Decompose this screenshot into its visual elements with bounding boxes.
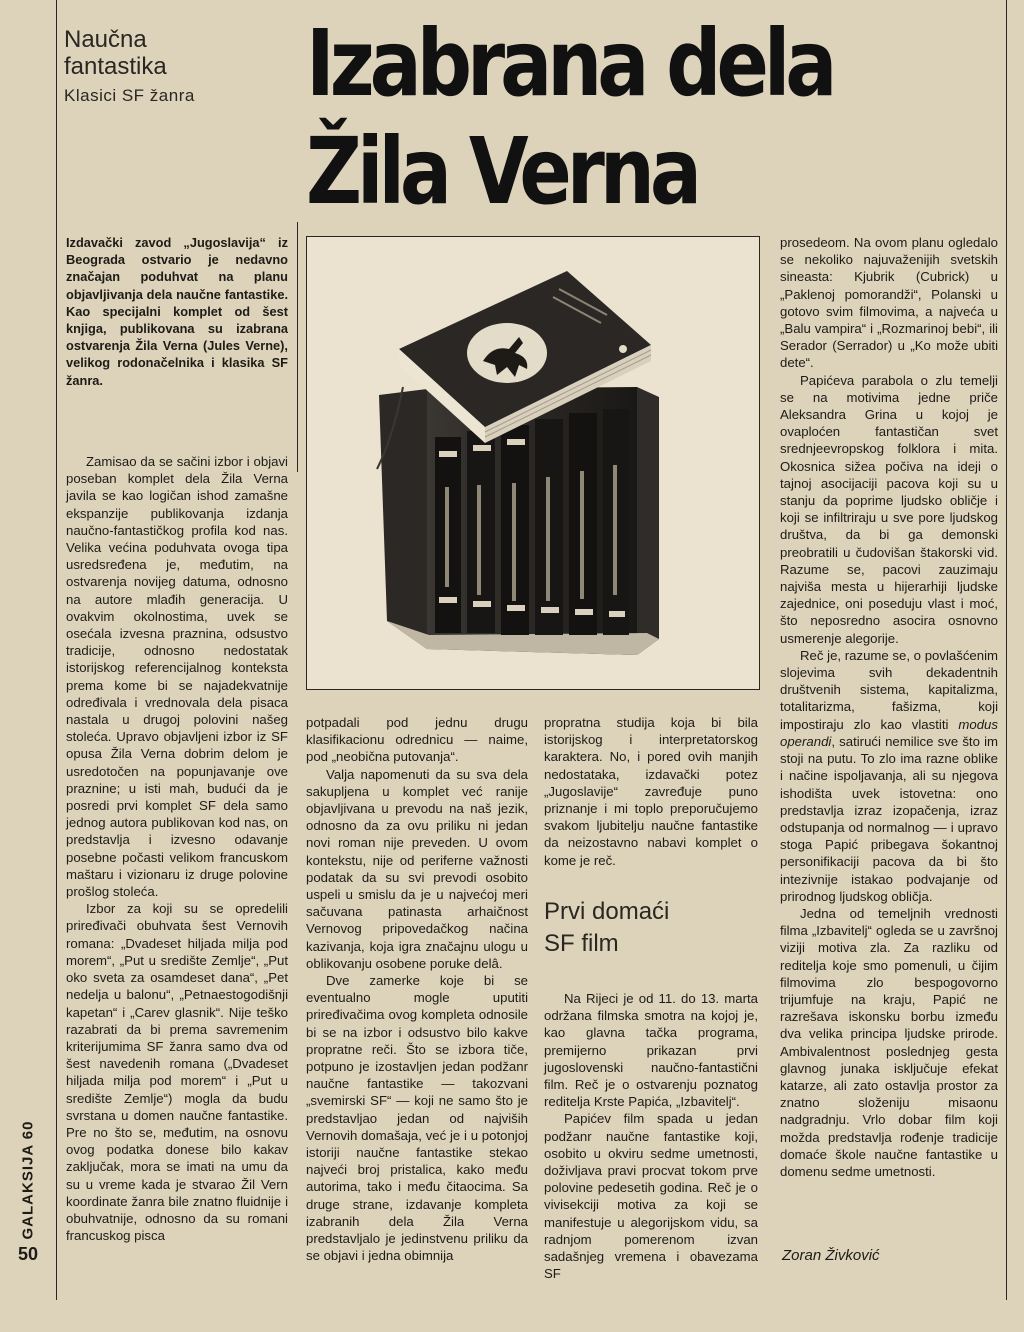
col3-paragraph: propratna studija koja bi bila istorijskog i interpretatorskog karaktera. No, i pored ovih manjih nedostataka, izdavački potez „Jugoslavije“ zavređuje puno priznanje i mi toplo preporučujemo svakom ljubitelju naučne fantastike da neizostavno nabavi komplet o kome je reč. xyxy=(544,715,758,868)
col1-paragraph: Zamisao da se sačini izbor i objavi poseban komplet dela Žila Verna javila se kao logičan ishod zamašne ekspanzije publikovanja izdanja naučno-fantastičkog profila kod nas. Velika većina poduhvata ovoga tipa usredsređena je, međutim, na ostvarenja novijeg datuma, odnosno na autore mlađih generacija. U ovakvim okolnostima, uvek se osećala izvesna praznina, odsustvo tradicije, odnosno nedostatak istorijskog referencijalnog konteksta prema kome bi se najadekvatnije određivala i vrednovala dela pisaca nastala u drugoj polovini našeg stoleća. Upravo objavljeni izbor iz SF opusa Žila Verna dobrim delom je usredotočen na popunjavanje ove praznine; u isti mah, budući da je posredi prvi komplet SF dela samo jednog autora publikovan kod nas, on predstavlja i izvesno odavanje posebne počasti velikom francuskom maštaru i vizionaru iz druge polovine prošlog stoleća. xyxy=(66,454,288,900)
col2-paragraph: potpadali pod jednu drugu klasifikacionu odrednicu — naime, pod „neobična putovanja“. xyxy=(306,715,528,765)
lead-divider xyxy=(297,222,298,472)
author-byline: Zoran Živković xyxy=(782,1247,880,1264)
column-1 xyxy=(66,453,288,1244)
column-3-bottom xyxy=(544,990,758,1282)
column-2 xyxy=(306,714,528,1265)
col4-text: Reč je, razume se, o povlašćenim slojevima svih dekadentnih društvenih sistema, kapitalizma, totalitarizma, fašizma, koji impostiraju zlo kao vlastiti xyxy=(780,647,998,732)
cover-dot xyxy=(619,345,627,353)
col2-paragraph: Valja napomenuti da su sva dela sakupljena u komplet već ranije objavljivana u prevodu na naš jezik, odnosno da za ovu priliku ni jedan novi roman nije preveden. U ovom kontekstu, nije od periferne važnosti podatak da su svi prevodi osobito uspeli u smislu da je u najvećoj meri sačuvana patinasta arhaičnost Vernovog pripovedačkog načina kazivanja, koja igra značajnu ulogu u oblikovanju osobene poruke delâ. xyxy=(306,766,528,971)
right-margin-rule xyxy=(1006,0,1007,1300)
subheading-line2: SF film xyxy=(544,930,619,957)
col2-paragraph: Dve zamerke koje bi se eventualno mogle uputiti priređivačima ovog kompleta odnosile bi se na izbor i odsustvo bilo kakve propratne reči. Što se izbora tiče, potpuno je izostavljen jedan podžanr naučne fantastike — takozvani „svemirski SF“ — koji ne samo što je predstavljao jedan od najviših Vernovih domašaja, već je i u potonjoj istoriji naučne fantastike stekao najveći broj pristalica, kako među autorima, tako i među čitaocima. Sa druge strane, izdavanje kompleta izabranih dela Žila Verna predstavljalo je jedinstvenu priliku da se objavi i jedna obimnija xyxy=(306,973,528,1264)
lead-paragraph: Izdavački zavod „Jugoslavija“ iz Beograda ostvario je nedavno značajan poduhvat na planu objavljivanja dela naučne fantastike. Kao specijalni komplet od šest knjiga, publikovana su izabrana ostvarenja Žila Verna (Jules Verne), velikog rodonačelnika i klasika SF žanra. xyxy=(66,235,288,388)
magazine-name: GALAKSIJA 60 xyxy=(19,1120,37,1240)
col4-paragraph: Jedna od temeljnih vrednosti filma „Izbavitelj“ ogleda se u završnoj viziji motiva zla. Za razliku od reditelja koje smo pomenuli, u čijim filmovima zlo bespogovorno trijumfuje na kraju, Papić ne razrešava iskonsku borbu između dva velika principa ljudske prirode. Ambivalentnost poslednjeg gesta glavnog junaka isključuje efekat katarze, ali zato ostavlja prostor za znatno složeniju misaonu nadgradnju. Vrlo dobar film koji možda predstavlja rođenje tradicije domaće škole naučne fantastike u domenu sedme umetnosti. xyxy=(780,905,998,1179)
col4-paragraph: prosedeom. Na ovom planu ogledalo se nekoliko najuvaženijih svetskih sineasta: Kjubrik (Cubrick) u „Paklenoj pomorandži“, Polanski u gotovo svim filmovima, a najveća u „Balu vampira“ i „Rozmarinoj bebi“, ili Serador (Serrador) u „Ko može ubiti dete“. xyxy=(780,235,998,371)
box-right-panel xyxy=(637,387,659,655)
column-3-top xyxy=(544,714,758,869)
col4-paragraph xyxy=(780,647,998,905)
section-name-line1: Naučna xyxy=(64,26,147,53)
page-number: 50 xyxy=(17,1244,39,1264)
section-header xyxy=(64,26,274,108)
subheading-line1: Prvi domaći xyxy=(544,898,670,925)
title-line1: Izabrana dela xyxy=(306,10,833,117)
subheading xyxy=(544,896,754,960)
left-margin-rule xyxy=(56,0,57,1300)
article-title xyxy=(306,10,833,226)
col3-paragraph: Na Rijeci je od 11. do 13. marta održana filmska smotra na kojoj je, kao glavna tačka programa, premijerno prikazan prvi jugoslovenski naučno-fantastični film. Reč je o ostvarenju poznatog reditelja Krste Papića, „Izbavitelj“. xyxy=(544,991,758,1110)
section-name-line2: fantastika xyxy=(64,53,167,80)
col1-paragraph: Izbor za koji su se opredelili priređivači obuhvata šest Vernovih romana: „Dvadeset hiljada milja pod morem“, „Put u središte Zemlje“, „Put oko sveta za osamdeset dana“, „Pet nedelja u balonu“, „Petnaestogodišnji kapetan“ i „Carev glasnik“. Nije teško razabrati da bi prema savremenim kriterijumima SF žanra samo dva od šest navedenih romana („Dvadeset hiljada milja pod morem“ i „Put u središte Zemlje“) mogla da budu svrstana u domen naučne fantastike. Pre no što se, međutim, na osnovu ovog podatka donese bilo kakav zaključak, mora se imati na umu da su u vreme kada je stvarao Žil Vern koordinate žanra bile znatno fluidnije i obuhvatnije, odnosno da su romani francuskog pisca xyxy=(66,901,288,1244)
column-4 xyxy=(780,234,998,1180)
box-left-panel xyxy=(379,389,427,649)
book-set-photo xyxy=(306,236,760,690)
col4-text: , satirući nemilice sve što im stoji na putu. To zlo ima razne oblike i načine ispoljavanja, ali su njegova ishodišta uvek istovetna: ono predstavlja izraz izopačenja, izraz odstupanja od normalnog — i upravo stoga Papić pribegava šokantnoj personifikaciji pacova da bi što intezivnije istakao podvajanje od prirodnog ljudskog obličja. xyxy=(780,733,998,904)
col4-paragraph: Papićeva parabola o zlu temelji se na motivima jedne priče Aleksandra Grina u kojoj je ovaploćen fantastičan svet srednjeevropskog folklora i mita. Okosnica sižea počiva na ideji o tajnoj asocijaciji pacova koji su u stanju da poprime ljudsko obličje i koji se infiltriraju u sve pore ljudskog društva, da bi ga demonski preobratili u čudovišan štakorski vid. Razume se, pacovi zauzimaju najviša mesta u hijerarhiji ljudske zajednice, oni poseduju vlast i moć, što neposredno asocira osnovno usmerenje alegorije. xyxy=(780,372,998,646)
book-box-illustration xyxy=(307,237,759,689)
col3-paragraph: Papićev film spada u jedan podžanr naučne fantastike koji, osobito u okviru sedme umetnosti, doživljava pravi procvat tokom prve polovine pedesetih godina. Reč je o vivisekciji motiva za koji se manifestuje u alegorijskom vidu, sa radnjom pomerenom izvan sadašnjeg vremena i obavezama SF xyxy=(544,1111,758,1282)
col4-italic-term: modus operandi xyxy=(780,716,998,749)
section-subtitle: Klasici SF žanra xyxy=(64,86,195,105)
title-line2: Žila Verna xyxy=(306,118,697,225)
